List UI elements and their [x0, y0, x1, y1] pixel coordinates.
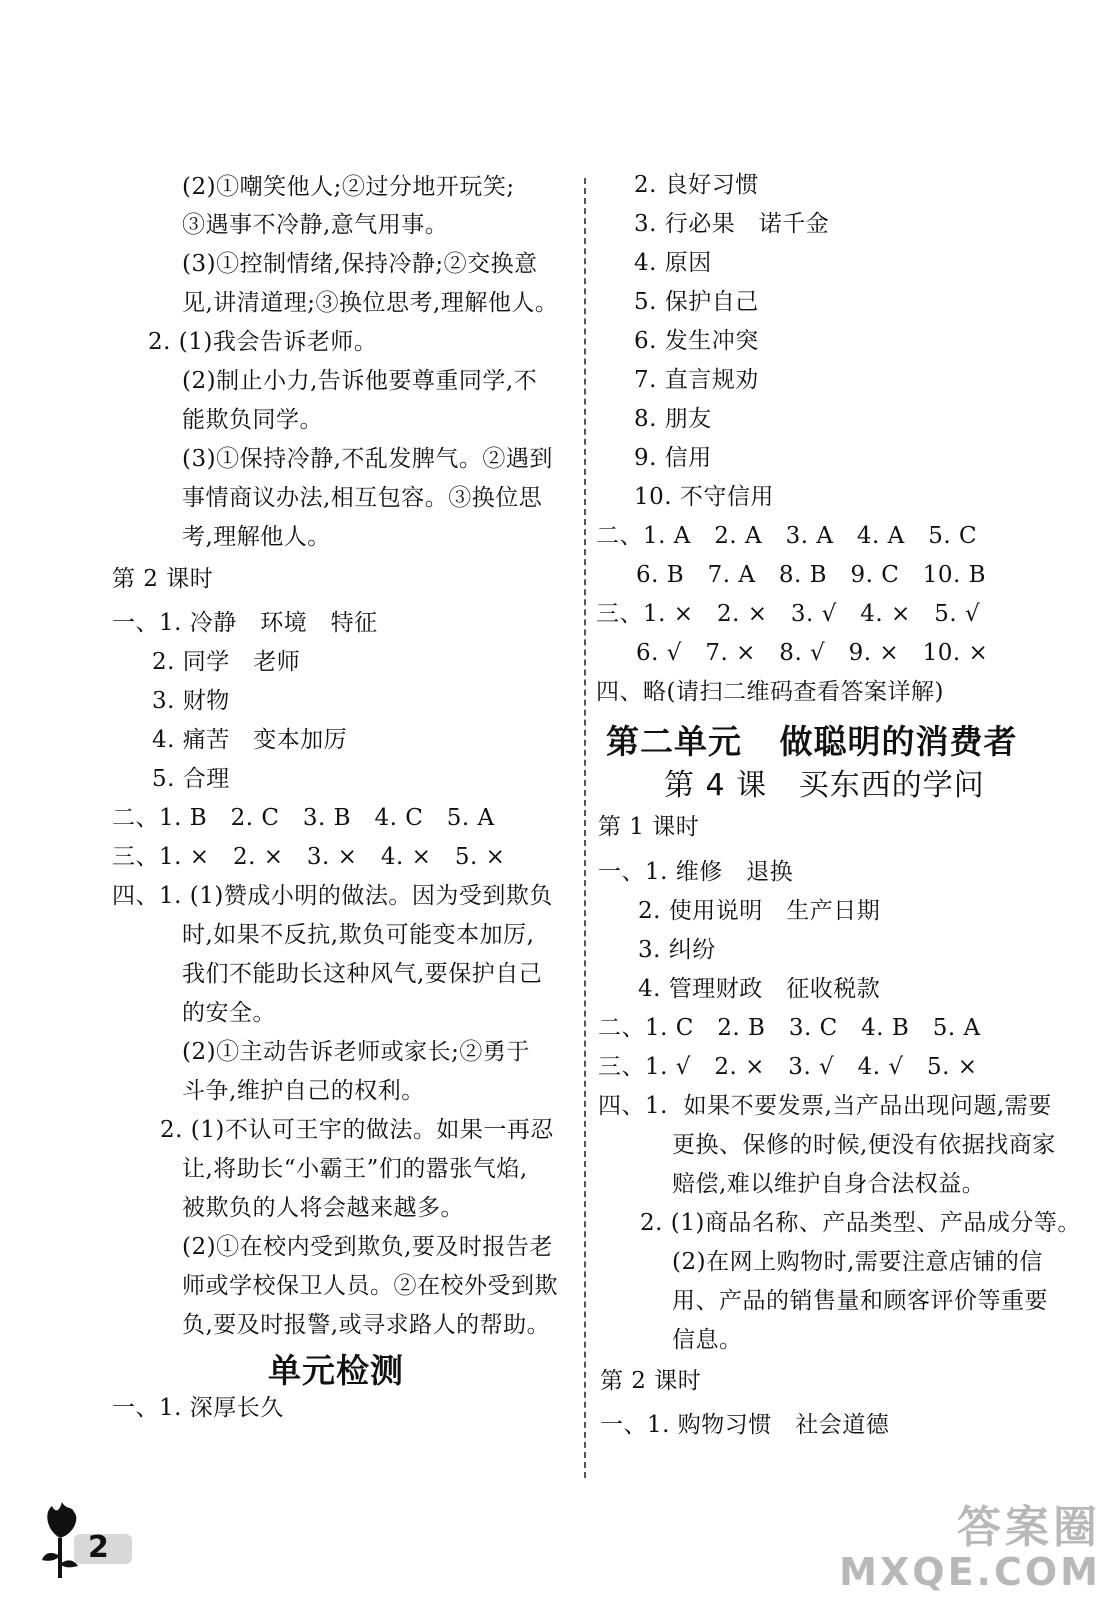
unit-test-heading: 单元检测	[268, 1351, 404, 1390]
text-line: 5. 合理	[152, 766, 230, 792]
text-line: 考,理解他人。	[182, 524, 331, 550]
text-line: 让,将助长“小霸王”们的嚣张气焰,	[182, 1156, 528, 1182]
text-line: 二、1. B 2. C 3. B 4. C 5. A	[112, 805, 495, 831]
text-line: (2)制止小力,告诉他要尊重同学,不	[182, 368, 538, 394]
text-line: (2)①嘲笑他人;②过分地开玩笑;	[182, 174, 515, 200]
text-line: 10. 不守信用	[634, 484, 774, 510]
text-line: 四、1. (1)赞成小明的做法。因为受到欺负	[112, 883, 553, 909]
text-line: 三、1. × 2. × 3. × 4. × 5. ×	[112, 844, 506, 870]
text-line: 二、1. A 2. A 3. A 4. A 5. C	[596, 523, 978, 549]
text-line: 一、1. 深厚长久	[112, 1395, 284, 1421]
watermark	[839, 1504, 1101, 1592]
text-line: 6. √ 7. × 8. √ 9. × 10. ×	[636, 640, 989, 666]
text-line: 一、1. 冷静 环境 特征	[112, 610, 378, 636]
text-line: 2. 良好习惯	[634, 172, 759, 198]
text-line: 4. 管理财政 征收税款	[638, 976, 881, 1002]
text-line: 4. 痛苦 变本加厉	[152, 727, 348, 753]
text-line: 能欺负同学。	[182, 407, 323, 433]
text-line: ③遇事不冷静,意气用事。	[182, 212, 449, 238]
text-line: 5. 保护自己	[634, 289, 759, 315]
watermark-url: MXQE.COM	[839, 1550, 1101, 1594]
text-line: (2)①主动告诉老师或家长;②勇于	[182, 1039, 530, 1065]
text-line: 时,如果不反抗,欺负可能变本加厉,	[182, 922, 535, 948]
text-line: 用、产品的销售量和顾客评价等重要	[672, 1288, 1048, 1314]
text-line: 2. (1)我会告诉老师。	[148, 329, 378, 355]
text-line: 2. (1)不认可王宇的做法。如果一再忍	[160, 1117, 554, 1143]
text-line: 3. 行必果 诺千金	[634, 211, 830, 237]
text-line: 见,讲清道理;③换位思考,理解他人。	[182, 290, 559, 316]
section-heading: 第 2 课时	[112, 566, 214, 592]
text-line: 3. 财物	[152, 688, 230, 714]
text-line: 8. 朋友	[634, 406, 712, 432]
text-line: 的安全。	[182, 1000, 276, 1026]
page-number-area	[38, 1500, 138, 1580]
text-line: 6. B 7. A 8. B 9. C 10. B	[636, 562, 987, 588]
page-number: 2	[88, 1530, 109, 1565]
text-line: 被欺负的人将会越来越多。	[182, 1195, 464, 1221]
text-line: 信息。	[672, 1327, 743, 1353]
text-line: 3. 纠纷	[638, 937, 716, 963]
text-line: 一、1. 购物习惯 社会道德	[600, 1412, 890, 1438]
section-heading: 第 1 课时	[598, 814, 700, 840]
text-line: (3)①保持冷静,不乱发脾气。②遇到	[182, 446, 553, 472]
text-line: (3)①控制情绪,保持冷静;②交换意	[182, 251, 538, 277]
text-line: 更换、保修的时候,便没有依据找商家	[672, 1132, 1056, 1158]
column-divider	[584, 178, 586, 1478]
text-line: 一、1. 维修 退换	[598, 859, 794, 885]
unit-heading: 第二单元 做聪明的消费者	[606, 722, 1018, 761]
text-line: 我们不能助长这种风气,要保护自己	[182, 961, 543, 987]
text-line: 4. 原因	[634, 250, 712, 276]
text-line: 事情商议办法,相互包容。③换位思	[182, 485, 543, 511]
lesson-heading: 第 4 课 买东西的学问	[664, 768, 985, 803]
text-line: 斗争,维护自己的权利。	[182, 1078, 425, 1104]
text-line: (2)①在校内受到欺负,要及时报告老	[182, 1234, 553, 1260]
text-line: 6. 发生冲突	[634, 328, 759, 354]
text-line: 四、略(请扫二维码查看答案详解)	[596, 679, 944, 705]
text-line: 2. 使用说明 生产日期	[638, 898, 881, 924]
watermark-title: 答案圈	[957, 1502, 1101, 1553]
text-line: 7. 直言规劝	[634, 367, 759, 393]
text-line: 9. 信用	[634, 445, 712, 471]
text-line: 师或学校保卫人员。②在校外受到欺	[182, 1273, 558, 1299]
text-line: 四、1. 如果不要发票,当产品出现问题,需要	[598, 1093, 1052, 1119]
text-line: 负,要及时报警,或寻求路人的帮助。	[182, 1312, 551, 1338]
section-heading: 第 2 课时	[600, 1368, 702, 1394]
text-line: 赔偿,难以维护自身合法权益。	[672, 1171, 986, 1197]
text-line: 2. (1)商品名称、产品类型、产品成分等。	[640, 1210, 1081, 1236]
text-line: (2)在网上购物时,需要注意店铺的信	[672, 1249, 1043, 1275]
text-line: 二、1. C 2. B 3. C 4. B 5. A	[598, 1015, 981, 1041]
text-line: 三、1. × 2. × 3. √ 4. × 5. √	[596, 601, 981, 627]
text-line: 三、1. √ 2. × 3. √ 4. √ 5. ×	[598, 1054, 978, 1080]
text-line: 2. 同学 老师	[152, 649, 301, 675]
